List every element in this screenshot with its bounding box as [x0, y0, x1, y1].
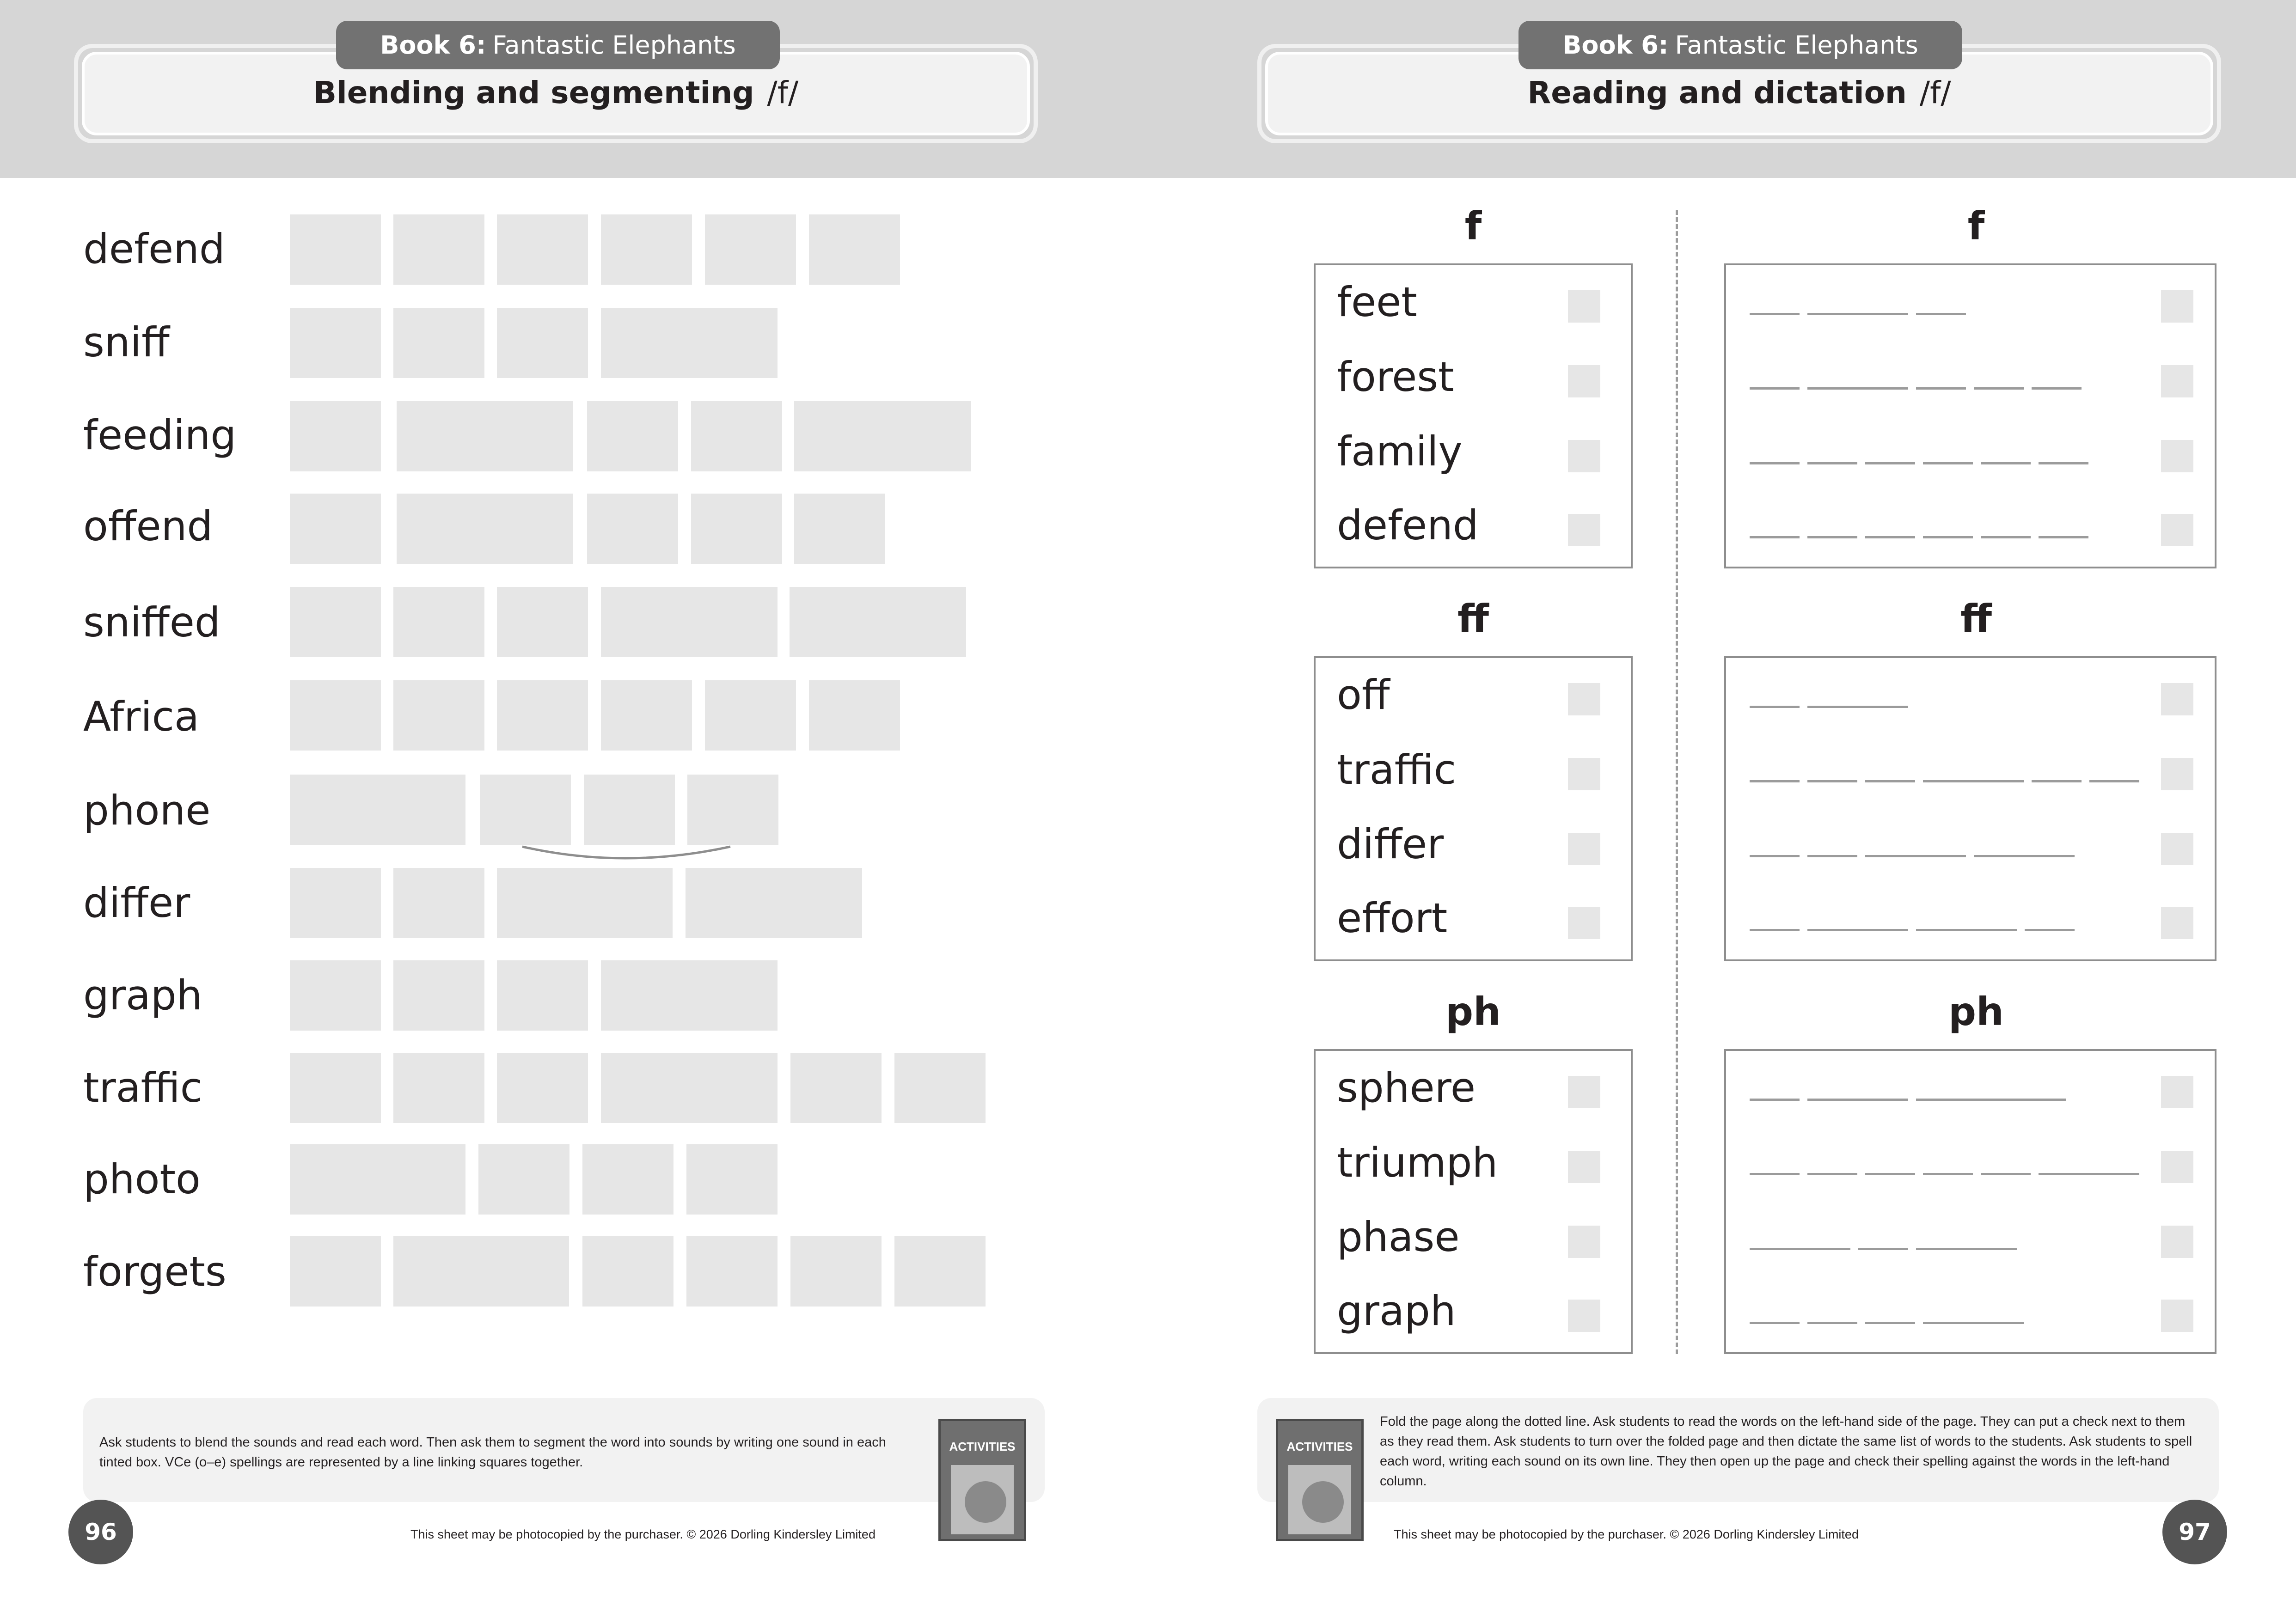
- spell-checkbox[interactable]: [2161, 1076, 2193, 1108]
- spell-checkbox[interactable]: [2161, 758, 2193, 790]
- reading-word: phase: [1337, 1213, 1460, 1261]
- sound-box[interactable]: [393, 587, 484, 657]
- reading-word: feet: [1337, 278, 1417, 326]
- sound-box[interactable]: [290, 960, 381, 1031]
- sound-box[interactable]: [290, 1053, 381, 1123]
- page-number-right: 97: [2162, 1500, 2227, 1564]
- elephant-photo: [951, 1465, 1014, 1534]
- sound-box[interactable]: [686, 1144, 778, 1215]
- segment-word: photo: [83, 1155, 201, 1203]
- group-heading-ph: ph: [1948, 989, 2004, 1034]
- sound-box[interactable]: [393, 960, 484, 1031]
- reading-word: effort: [1337, 894, 1448, 942]
- sound-box[interactable]: [705, 214, 796, 285]
- reading-word: defend: [1337, 501, 1479, 549]
- sound-box[interactable]: [497, 587, 588, 657]
- copyright-right: This sheet may be photocopied by the purchaser. © 2026 Dorling Kindersley Limited: [1394, 1527, 1859, 1541]
- sound-box[interactable]: [601, 1053, 778, 1123]
- sound-box[interactable]: [497, 868, 673, 938]
- reading-word: off: [1337, 671, 1390, 719]
- sound-box[interactable]: [790, 1236, 882, 1307]
- read-checkbox[interactable]: [1568, 440, 1600, 472]
- segment-word: phone: [83, 787, 211, 834]
- sound-box[interactable]: [393, 680, 484, 751]
- sound-box[interactable]: [601, 308, 778, 378]
- group-heading-ff: ff: [1960, 596, 1992, 641]
- reading-word: traffic: [1337, 746, 1457, 794]
- spell-checkbox[interactable]: [2161, 1300, 2193, 1332]
- sound-box[interactable]: [393, 868, 484, 938]
- read-checkbox[interactable]: [1568, 907, 1600, 939]
- left-book-tab: [336, 21, 780, 69]
- segment-word: Africa: [83, 693, 199, 740]
- sound-box[interactable]: [290, 775, 465, 845]
- sound-box[interactable]: [290, 401, 381, 471]
- group-heading-ph: ph: [1445, 989, 1501, 1034]
- right-book-tab: [1518, 21, 1962, 69]
- sound-box[interactable]: [601, 680, 692, 751]
- spell-checkbox[interactable]: [2161, 365, 2193, 397]
- spell-checkbox[interactable]: [2161, 1226, 2193, 1258]
- left-page-title: [74, 75, 1038, 110]
- thumbnail-title: ACTIVITIES: [949, 1440, 1016, 1453]
- spell-checkbox[interactable]: [2161, 440, 2193, 472]
- reading-word: sphere: [1337, 1064, 1476, 1111]
- segment-word: feeding: [83, 411, 237, 459]
- read-checkbox[interactable]: [1568, 1076, 1600, 1108]
- group-heading-f: f: [1464, 203, 1482, 249]
- book-thumbnail: [938, 1419, 1026, 1541]
- segment-word: traffic: [83, 1064, 203, 1111]
- copyright-left: This sheet may be photocopied by the purchaser. © 2026 Dorling Kindersley Limited: [410, 1527, 876, 1541]
- sound-box[interactable]: [587, 401, 678, 471]
- sound-box[interactable]: [691, 494, 782, 564]
- segment-word: sniff: [83, 318, 170, 366]
- spell-checkbox[interactable]: [2161, 514, 2193, 546]
- elephant-photo: [1288, 1465, 1351, 1534]
- sound-box[interactable]: [497, 960, 588, 1031]
- left-book-label: Book 6:: [380, 31, 486, 60]
- sound-box[interactable]: [397, 494, 573, 564]
- fold-dotted-line: [1676, 210, 1678, 1354]
- thumbnail-title: ACTIVITIES: [1286, 1440, 1353, 1453]
- sound-box[interactable]: [393, 1236, 569, 1307]
- spell-checkbox[interactable]: [2161, 907, 2193, 939]
- segment-word: forgets: [83, 1248, 227, 1295]
- read-checkbox[interactable]: [1568, 1300, 1600, 1332]
- sound-box[interactable]: [582, 1236, 673, 1307]
- segment-word: graph: [83, 971, 202, 1019]
- sound-box[interactable]: [290, 494, 381, 564]
- sound-box[interactable]: [584, 775, 675, 845]
- right-book-label: Book 6:: [1562, 31, 1669, 60]
- sound-box[interactable]: [397, 401, 573, 471]
- sound-box[interactable]: [497, 1053, 588, 1123]
- sound-box[interactable]: [686, 868, 862, 938]
- sound-box[interactable]: [582, 1144, 673, 1215]
- right-page-title: [1257, 75, 2221, 110]
- read-checkbox[interactable]: [1568, 514, 1600, 546]
- read-checkbox[interactable]: [1568, 833, 1600, 865]
- sound-box[interactable]: [497, 214, 588, 285]
- right-instructions-panel: [1257, 1398, 2219, 1502]
- sound-box[interactable]: [290, 214, 381, 285]
- right-instructions-text: Fold the page along the dotted line. Ask students to read the words on the left-hand side of the page. They can put a check next to them as they read them. Ask students to turn over the folded page and then dictate the same list of words to the students. Ask students to spell each word, writing each sound on its own line. They then open up the page and check their spelling against the words in the left-hand column.: [1380, 1414, 2192, 1489]
- segment-word: sniffed: [83, 598, 220, 646]
- spell-checkbox[interactable]: [2161, 833, 2193, 865]
- sound-box[interactable]: [497, 680, 588, 751]
- right-title-text: Reading and dictation: [1527, 75, 1907, 110]
- sound-box[interactable]: [393, 1053, 484, 1123]
- sound-box[interactable]: [478, 1144, 569, 1215]
- group-heading-f: f: [1967, 203, 1985, 249]
- sound-box[interactable]: [290, 868, 381, 938]
- read-checkbox[interactable]: [1568, 365, 1600, 397]
- sound-box[interactable]: [393, 308, 484, 378]
- sound-box[interactable]: [290, 308, 381, 378]
- page-number-left: 96: [68, 1500, 133, 1564]
- dictation-box-ff: [1724, 656, 2216, 961]
- sound-box[interactable]: [290, 680, 381, 751]
- dictation-box-ph: [1724, 1049, 2216, 1354]
- sound-box[interactable]: [601, 587, 778, 657]
- left-instructions-panel: [83, 1398, 1045, 1502]
- segment-word: defend: [83, 225, 225, 273]
- reading-word: differ: [1337, 820, 1444, 868]
- sound-box[interactable]: [794, 401, 971, 471]
- group-heading-ff: ff: [1457, 596, 1489, 641]
- read-checkbox[interactable]: [1568, 683, 1600, 715]
- sound-box[interactable]: [894, 1053, 986, 1123]
- reading-word: triumph: [1337, 1139, 1498, 1186]
- read-checkbox[interactable]: [1568, 1226, 1600, 1258]
- sound-box[interactable]: [809, 680, 900, 751]
- sound-box[interactable]: [687, 775, 778, 845]
- sound-box[interactable]: [894, 1236, 986, 1307]
- segment-word: differ: [83, 879, 190, 927]
- sound-box[interactable]: [686, 1236, 778, 1307]
- sound-box[interactable]: [691, 401, 782, 471]
- sound-box[interactable]: [705, 680, 796, 751]
- read-checkbox[interactable]: [1568, 1151, 1600, 1183]
- sound-box[interactable]: [601, 960, 778, 1031]
- sound-box[interactable]: [393, 214, 484, 285]
- sound-box[interactable]: [794, 494, 885, 564]
- right-book-title: Fantastic Elephants: [1675, 31, 1918, 60]
- sound-box[interactable]: [790, 587, 966, 657]
- right-title-sound: /f/: [1919, 75, 1951, 110]
- sound-box[interactable]: [290, 1236, 381, 1307]
- spell-checkbox[interactable]: [2161, 290, 2193, 323]
- sound-box[interactable]: [290, 587, 381, 657]
- reading-word: family: [1337, 427, 1463, 475]
- sound-box[interactable]: [601, 214, 692, 285]
- left-book-title: Fantastic Elephants: [492, 31, 736, 60]
- reading-word: forest: [1337, 353, 1454, 401]
- sound-box[interactable]: [290, 1144, 465, 1215]
- spell-checkbox[interactable]: [2161, 1151, 2193, 1183]
- read-checkbox[interactable]: [1568, 290, 1600, 323]
- sound-box[interactable]: [809, 214, 900, 285]
- spell-checkbox[interactable]: [2161, 683, 2193, 715]
- sound-box[interactable]: [480, 775, 571, 845]
- vce-link-line: [518, 842, 735, 870]
- sound-box[interactable]: [497, 308, 588, 378]
- reading-word: graph: [1337, 1287, 1456, 1335]
- read-checkbox[interactable]: [1568, 758, 1600, 790]
- sound-box[interactable]: [587, 494, 678, 564]
- left-title-sound: /f/: [767, 75, 799, 110]
- sound-box[interactable]: [790, 1053, 882, 1123]
- left-instructions-text: Ask students to blend the sounds and read each word. Then ask them to segment the word into sounds by writing one sound in each tinted box. VCe (o–e) spellings are represented by a line linking squares together.: [99, 1435, 886, 1470]
- book-thumbnail: [1276, 1419, 1364, 1541]
- left-title-text: Blending and segmenting: [313, 75, 754, 110]
- segment-word: offend: [83, 502, 213, 550]
- dictation-box-f: [1724, 263, 2216, 568]
